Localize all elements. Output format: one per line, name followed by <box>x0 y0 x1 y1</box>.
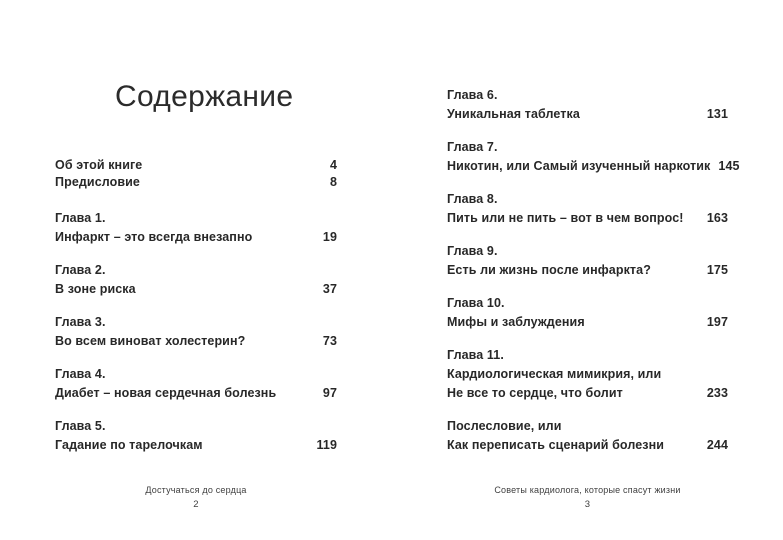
chapter-title-row <box>55 280 337 299</box>
chapter-heading: Послесловие, или <box>447 419 562 433</box>
chapter-heading: Глава 2. <box>55 263 106 277</box>
front-matter-list <box>55 157 337 191</box>
chapter-heading: Глава 10. <box>447 296 505 310</box>
entry-page-number: 145 <box>718 159 740 173</box>
chapter-title-row <box>55 436 337 455</box>
running-title: Достучаться до сердца <box>145 485 247 495</box>
chapter-heading: Глава 5. <box>55 419 106 433</box>
toc-entry <box>55 157 337 174</box>
chapter-title-row <box>447 209 728 228</box>
entry-page-number: 131 <box>706 107 728 121</box>
entry-page-number: 233 <box>706 386 728 400</box>
entry-page-number: 37 <box>322 282 337 296</box>
chapter-title-row <box>55 228 337 247</box>
toc-entry <box>447 190 728 228</box>
entry-title: Уникальная таблетка <box>447 107 580 121</box>
entry-title: Не все то сердце, что болит <box>447 386 623 400</box>
toc-entry <box>55 209 337 247</box>
toc-entry <box>447 294 728 332</box>
toc-entry <box>447 346 728 403</box>
entry-page-number: 175 <box>706 263 728 277</box>
chapter-title-row <box>447 313 728 332</box>
entry-page-number: 19 <box>322 230 337 244</box>
folio: 3 <box>584 499 591 510</box>
chapter-heading: Глава 6. <box>447 88 498 102</box>
chapter-heading: Глава 4. <box>55 367 106 381</box>
toc-entry <box>447 417 728 455</box>
entry-page-number: 163 <box>706 211 728 225</box>
entry-page-number: 244 <box>706 438 728 452</box>
chapter-title-row <box>447 436 728 455</box>
entry-title: Есть ли жизнь после инфаркта? <box>447 263 651 277</box>
entry-title: Никотин, или Самый изученный наркотик <box>447 159 711 173</box>
chapter-heading: Глава 8. <box>447 192 498 206</box>
page-title: Содержание <box>115 80 294 113</box>
running-footer-right <box>447 485 728 510</box>
toc-entry <box>55 365 337 403</box>
page-left <box>55 0 337 540</box>
entry-page-number: 4 <box>329 158 337 172</box>
entry-page-number: 97 <box>322 386 337 400</box>
running-footer-left <box>55 485 337 510</box>
chapter-heading: Глава 3. <box>55 315 106 329</box>
running-title: Советы кардиолога, которые спасут жизни <box>494 485 681 495</box>
entry-page-number: 119 <box>316 438 337 452</box>
chapter-title-row <box>447 157 740 176</box>
toc-entry <box>55 313 337 351</box>
entry-title: Диабет – новая сердечная болезнь <box>55 386 277 400</box>
entry-title: Мифы и заблуждения <box>447 315 585 329</box>
chapter-heading: Глава 9. <box>447 244 498 258</box>
chapter-heading: Глава 11. <box>447 348 504 362</box>
entry-title: Пить или не пить – вот в чем вопрос! <box>447 211 684 225</box>
toc-entry <box>447 86 728 124</box>
chapter-title-continued: Кардиологическая мимикрия, или <box>447 367 662 381</box>
chapter-title-row <box>447 261 728 280</box>
toc-entry <box>55 417 337 455</box>
toc-entry <box>447 138 740 176</box>
entry-page-number: 73 <box>322 334 337 348</box>
entry-title: Гадание по тарелочкам <box>55 438 203 452</box>
chapter-list-right <box>447 86 740 469</box>
entry-title: Предисловие <box>55 175 140 189</box>
entry-title: Во всем виноват холестерин? <box>55 334 246 348</box>
entry-page-number: 8 <box>329 175 337 189</box>
toc-entry <box>55 261 337 299</box>
entry-page-number: 197 <box>706 315 728 329</box>
chapter-title-row <box>55 384 337 403</box>
chapter-title-row <box>447 105 728 124</box>
toc-entry <box>447 242 728 280</box>
entry-title: В зоне риска <box>55 282 136 296</box>
entry-title: Об этой книге <box>55 158 143 172</box>
page-right <box>447 0 740 540</box>
entry-title: Как переписать сценарий болезни <box>447 438 665 452</box>
chapter-list-left <box>55 209 337 469</box>
chapter-heading: Глава 1. <box>55 211 106 225</box>
chapter-title-row <box>55 332 337 351</box>
entry-title: Инфаркт – это всегда внезапно <box>55 230 253 244</box>
chapter-heading: Глава 7. <box>447 140 498 154</box>
toc-entry <box>55 174 337 191</box>
folio: 2 <box>193 499 199 510</box>
chapter-title-row <box>447 384 728 403</box>
